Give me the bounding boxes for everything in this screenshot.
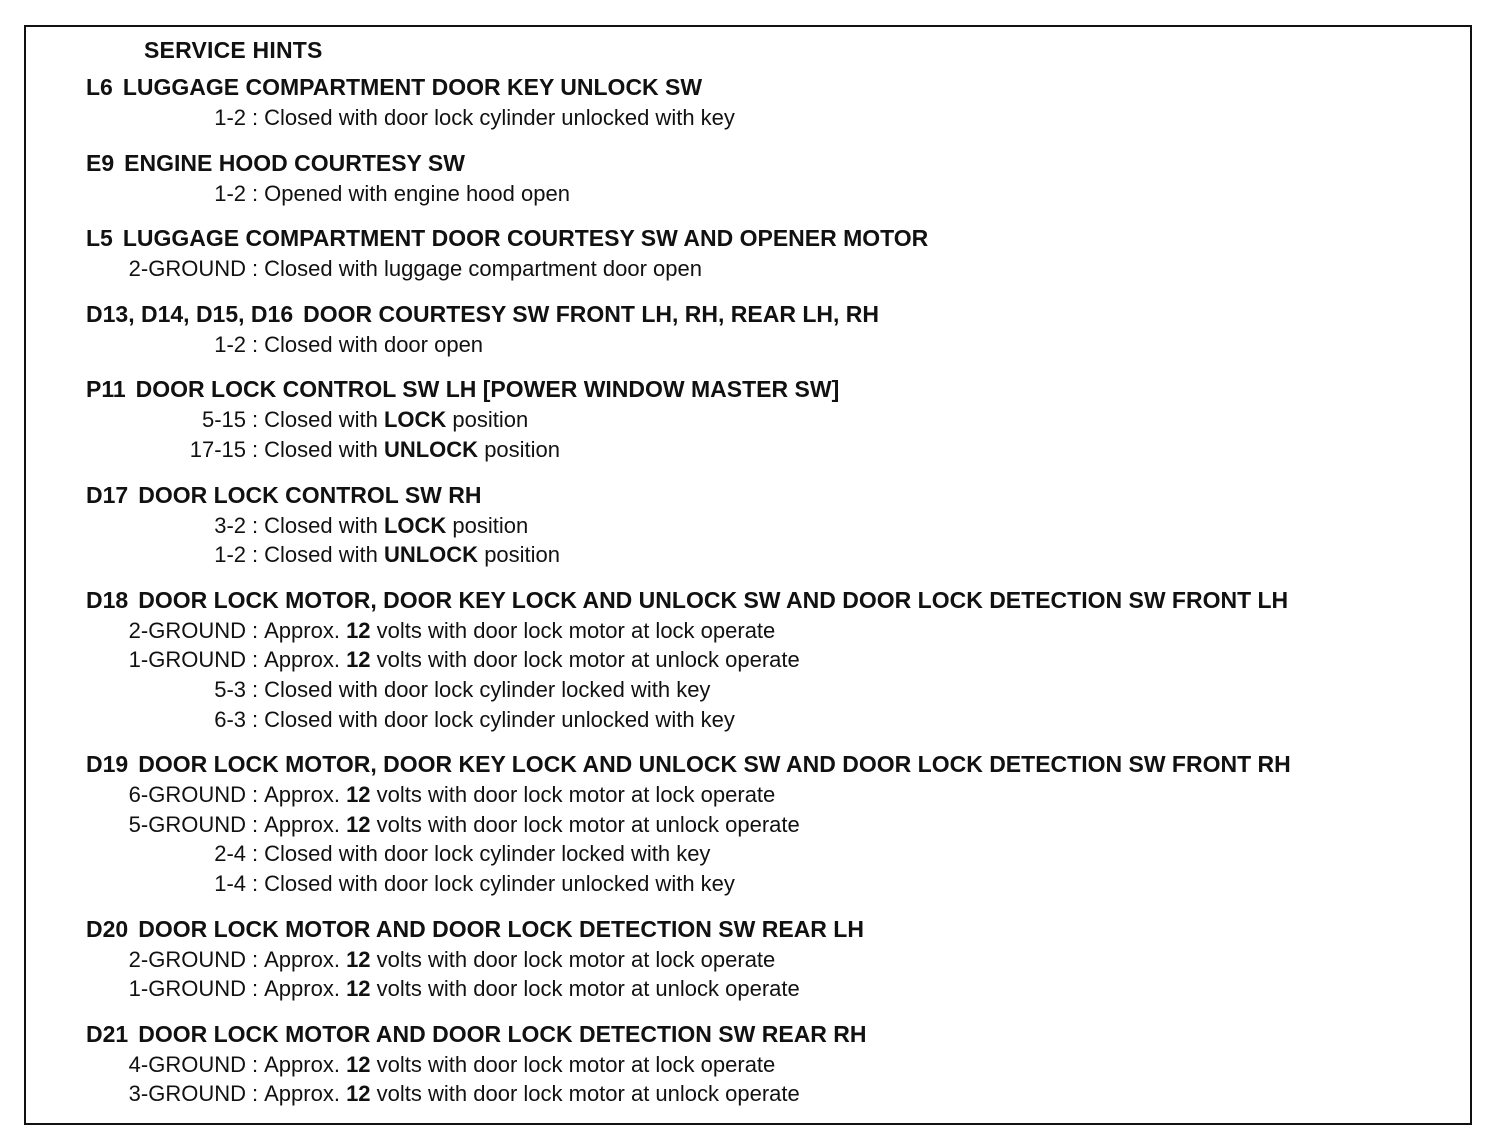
terminal-pair: 4-GROUND <box>128 1051 246 1077</box>
condition-text <box>258 645 800 675</box>
component-name: DOOR LOCK MOTOR AND DOOR LOCK DETECTION SW REAR RH <box>138 1020 867 1047</box>
terminal-pair: 1-GROUND <box>128 647 246 673</box>
hint-section <box>86 913 1486 1004</box>
condition-text <box>258 705 735 735</box>
condition-text <box>258 839 710 869</box>
hint-line <box>86 103 1486 133</box>
hint-line <box>86 675 1486 705</box>
condition-pre: Closed with luggage compartment door open <box>264 256 702 282</box>
hint-section <box>86 373 1486 464</box>
separator: : <box>252 782 259 808</box>
condition-emphasis: 12 <box>346 647 371 673</box>
hint-line <box>86 869 1486 899</box>
component-name: DOOR LOCK CONTROL SW LH [POWER WINDOW MASTER SW] <box>135 376 840 403</box>
condition-text <box>258 616 775 646</box>
connector-code: E9 <box>86 149 115 176</box>
terminal-pair: 1-2 <box>214 180 246 206</box>
condition-post: position <box>478 436 561 462</box>
hint-section <box>86 584 1486 734</box>
section-heading <box>86 479 1486 511</box>
terminal-pair: 2-GROUND <box>128 617 246 643</box>
terminal-pair: 5-3 <box>214 676 246 702</box>
hint-line <box>86 540 1486 570</box>
condition-pre: Approx. <box>264 1081 347 1107</box>
hint-line <box>86 645 1486 675</box>
condition-pre: Approx. <box>264 976 347 1002</box>
condition-emphasis: 12 <box>346 1051 371 1077</box>
condition-text <box>258 1050 775 1080</box>
condition-post: volts with door lock motor at lock operate <box>370 946 776 972</box>
condition-text <box>258 103 735 133</box>
condition-pre: Approx. <box>264 782 347 808</box>
separator: : <box>252 542 259 568</box>
condition-pre: Closed with <box>264 407 384 433</box>
component-name: DOOR COURTESY SW FRONT LH, RH, REAR LH, RH <box>303 300 879 327</box>
separator: : <box>252 617 259 643</box>
condition-emphasis: 12 <box>346 811 371 837</box>
terminal-pair: 5-15 <box>201 407 246 433</box>
condition-text <box>258 179 570 209</box>
condition-post: volts with door lock motor at unlock operate <box>370 976 800 1002</box>
condition-text <box>258 330 483 360</box>
terminal-pair: 1-2 <box>214 105 246 130</box>
hint-line <box>86 1079 1486 1109</box>
hint-line <box>86 405 1486 435</box>
separator: : <box>252 512 259 538</box>
separator: : <box>252 676 259 702</box>
separator: : <box>252 647 259 673</box>
condition-pre: Closed with door open <box>264 331 484 357</box>
condition-post: volts with door lock motor at lock operate <box>370 617 776 643</box>
condition-pre: Approx. <box>264 811 347 837</box>
hint-section <box>86 71 1486 133</box>
connector-code: P11 <box>86 376 126 403</box>
component-name: DOOR LOCK MOTOR, DOOR KEY LOCK AND UNLOCK SW AND DOOR LOCK DETECTION SW FRONT RH <box>138 751 1291 778</box>
separator: : <box>252 976 259 1002</box>
condition-post: volts with door lock motor at lock operate <box>370 782 776 808</box>
separator: : <box>252 870 259 896</box>
connector-code: D20 <box>86 915 129 942</box>
hint-line <box>86 810 1486 840</box>
condition-emphasis: 12 <box>346 976 371 1002</box>
condition-text <box>258 254 702 284</box>
separator: : <box>252 331 259 357</box>
terminal-pair: 6-GROUND <box>128 782 246 808</box>
hint-line <box>86 839 1486 869</box>
hint-line <box>86 254 1486 284</box>
separator: : <box>252 946 259 972</box>
separator: : <box>252 706 259 732</box>
separator: : <box>252 1081 259 1107</box>
service-hints-list <box>86 71 1486 1123</box>
condition-pre: Closed with <box>264 436 384 462</box>
terminal-pair: 1-2 <box>214 331 246 357</box>
hint-section <box>86 222 1486 284</box>
component-name: DOOR LOCK CONTROL SW RH <box>138 481 482 508</box>
terminal-pair: 17-15 <box>189 436 246 462</box>
terminal-pair: 2-4 <box>214 841 246 867</box>
condition-post: volts with door lock motor at unlock operate <box>370 811 800 837</box>
condition-pre: Opened with engine hood open <box>264 180 570 206</box>
condition-pre: Closed with door lock cylinder unlocked with key <box>264 870 735 896</box>
condition-pre: Approx. <box>264 617 347 643</box>
condition-text <box>258 974 800 1004</box>
section-heading <box>86 222 1486 254</box>
component-name: LUGGAGE COMPARTMENT DOOR KEY UNLOCK SW <box>122 74 703 100</box>
condition-text <box>258 780 775 810</box>
service-hints-title: SERVICE HINTS <box>130 35 337 65</box>
hint-line <box>86 616 1486 646</box>
condition-pre: Closed with door lock cylinder unlocked with key <box>264 105 735 130</box>
separator: : <box>252 811 259 837</box>
condition-pre: Approx. <box>264 946 347 972</box>
condition-post: volts with door lock motor at unlock operate <box>370 647 800 673</box>
hint-line <box>86 974 1486 1004</box>
condition-emphasis: 12 <box>346 946 371 972</box>
section-heading <box>86 147 1486 179</box>
hint-line <box>86 1050 1486 1080</box>
terminal-pair: 1-GROUND <box>128 976 246 1002</box>
hint-line <box>86 179 1486 209</box>
connector-code: D13, D14, D15, D16 <box>86 300 294 327</box>
connector-code: D18 <box>86 586 129 613</box>
separator: : <box>252 407 259 433</box>
condition-text <box>258 810 800 840</box>
hint-section <box>86 147 1486 209</box>
hint-line <box>86 511 1486 541</box>
condition-post: position <box>478 542 561 568</box>
section-heading <box>86 298 1486 330</box>
section-heading <box>86 71 1486 103</box>
component-name: DOOR LOCK MOTOR AND DOOR LOCK DETECTION SW REAR LH <box>138 915 864 942</box>
condition-text <box>258 540 560 570</box>
component-name: DOOR LOCK MOTOR, DOOR KEY LOCK AND UNLOCK SW AND DOOR LOCK DETECTION SW FRONT LH <box>138 586 1289 613</box>
terminal-pair: 6-3 <box>214 706 246 732</box>
component-name: LUGGAGE COMPARTMENT DOOR COURTESY SW AND OPENER MOTOR <box>122 225 929 252</box>
condition-pre: Closed with <box>264 542 384 568</box>
condition-post: position <box>446 407 529 433</box>
hint-line <box>86 945 1486 975</box>
section-heading <box>86 1018 1486 1050</box>
section-heading <box>86 913 1486 945</box>
section-heading <box>86 373 1486 405</box>
condition-post: volts with door lock motor at unlock operate <box>370 1081 800 1107</box>
condition-post: position <box>446 512 529 538</box>
condition-emphasis: 12 <box>346 617 371 643</box>
connector-code: D19 <box>86 751 129 778</box>
condition-pre: Approx. <box>264 647 347 673</box>
hint-section <box>86 298 1486 360</box>
terminal-pair: 1-2 <box>214 542 246 568</box>
connector-code: L5 <box>86 225 113 252</box>
connector-code: L6 <box>86 74 113 100</box>
section-heading <box>86 584 1486 616</box>
condition-emphasis: UNLOCK <box>383 542 479 568</box>
terminal-pair: 5-GROUND <box>128 811 246 837</box>
condition-emphasis: LOCK <box>383 512 447 538</box>
terminal-pair: 3-2 <box>214 512 246 538</box>
terminal-pair: 2-GROUND <box>128 256 246 282</box>
condition-emphasis: 12 <box>346 782 371 808</box>
condition-pre: Closed with door lock cylinder locked with key <box>264 841 711 867</box>
service-hints-frame <box>24 25 1472 1125</box>
condition-pre: Closed with <box>264 512 384 538</box>
hint-section <box>86 1018 1486 1109</box>
condition-pre: Closed with door lock cylinder locked with key <box>264 676 711 702</box>
hint-line <box>86 780 1486 810</box>
condition-text <box>258 511 528 541</box>
section-heading <box>86 748 1486 780</box>
connector-code: D21 <box>86 1020 129 1047</box>
condition-text <box>258 869 735 899</box>
component-name: ENGINE HOOD COURTESY SW <box>124 149 465 176</box>
separator: : <box>252 105 259 130</box>
condition-emphasis: 12 <box>346 1081 371 1107</box>
condition-text <box>258 675 710 705</box>
condition-pre: Approx. <box>264 1051 347 1077</box>
separator: : <box>252 1051 259 1077</box>
hint-section <box>86 479 1486 570</box>
hint-line <box>86 330 1486 360</box>
separator: : <box>252 841 259 867</box>
condition-pre: Closed with door lock cylinder unlocked with key <box>264 706 735 732</box>
condition-post: volts with door lock motor at lock operate <box>370 1051 776 1077</box>
terminal-pair: 3-GROUND <box>128 1081 246 1107</box>
terminal-pair: 2-GROUND <box>128 946 246 972</box>
connector-code: D17 <box>86 481 129 508</box>
separator: : <box>252 256 259 282</box>
terminal-pair: 1-4 <box>214 870 246 896</box>
hint-section <box>86 748 1486 898</box>
separator: : <box>252 180 259 206</box>
separator: : <box>252 436 259 462</box>
condition-emphasis: UNLOCK <box>383 436 479 462</box>
condition-emphasis: LOCK <box>383 407 447 433</box>
condition-text <box>258 1079 800 1109</box>
condition-text <box>258 945 775 975</box>
hint-line <box>86 435 1486 465</box>
condition-text <box>258 435 560 465</box>
condition-text <box>258 405 528 435</box>
hint-line <box>86 705 1486 735</box>
